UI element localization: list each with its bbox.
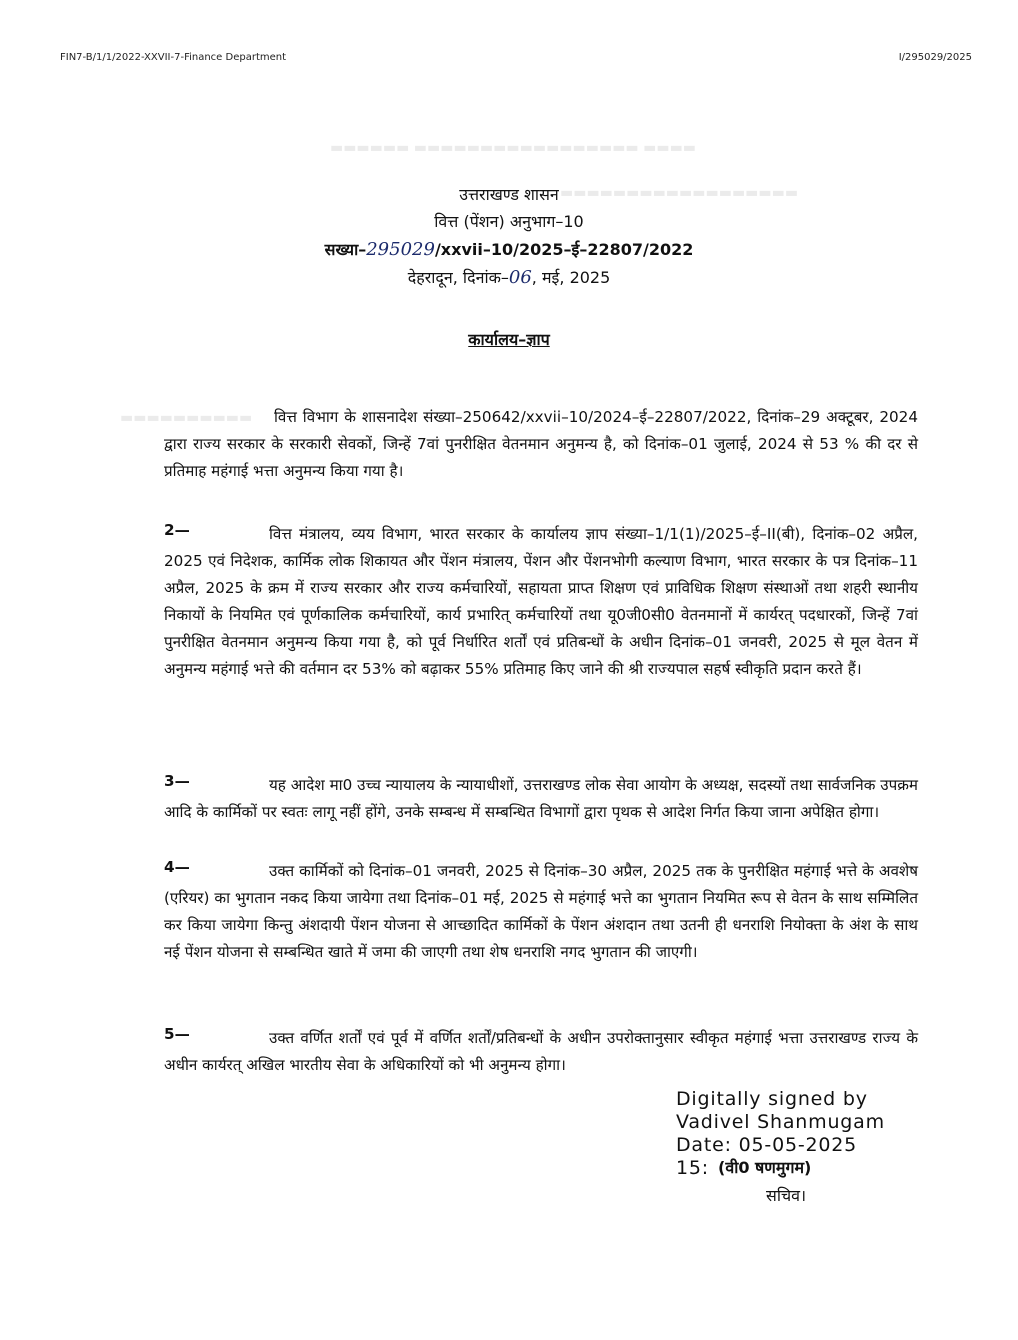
signatory-designation: सचिव। [766, 1186, 807, 1205]
paragraph-2-text: वित्त मंत्रालय, व्यय विभाग, भारत सरकार के कार्यालय ज्ञाप संख्या–1/1(1)/2025–ई–II(बी), दिनांक–02 अप्रैल, 2025 एवं निदेशक, कार्मिक लोक शिकायत और पेंशन मंत्रालय, पेंशन और पेंशनभोगी कल्याण विभाग, भारत सरकार के पत्र दिनांक–11 अप्रैल, 2025 के क्रम में राज्य सरकार और राज्य कर्मचारियों, सहायता प्राप्त शिक्षण एवं प्राविधिक शिक्षण संस्थाओं तथा शहरी स्थानीय निकायों के नियमित एवं पूर्णकालिक कर्मचारियों, कार्य प्रभारित् कर्मचारियों तथा यू0जी0सी0 वेतनमानों में कार्यरत् पदधारकों, जिन्हें 7वां पुनरीक्षित वेतनमान अनुमन्य किया गया है, को पूर्व निर्धारित शर्तों एवं प्रतिबन्धों के अधीन दिनांक–01 जनवरी, 2025 से मूल वेतन में अनुमन्य महंगाई भत्ते की वर्तमान दर 53% को बढ़ाकर 55% प्रतिमाह किए जाने की श्री राज्यपाल सहर्ष स्वीकृति प्रदान करते हैं। [164, 525, 918, 678]
file-reference: FIN7-B/1/1/2022-XXVII-7-Finance Department [60, 52, 287, 63]
bleed-through-text: ▬▬▬▬▬▬▬▬▬▬ [120, 410, 253, 426]
order-number-suffix: /xxvii–10/2025–ई–22807/2022 [434, 240, 694, 259]
signature-line-4: 15: [676, 1157, 709, 1179]
paragraph-number-5: 5— [164, 1025, 190, 1043]
place-date-handwritten: 06 [508, 267, 532, 288]
paragraph-1 [164, 404, 918, 485]
paragraph-number-3: 3— [164, 772, 190, 790]
paragraph-1-text: वित्त विभाग के शासनादेश संख्या–250642/xxvii–10/2024–ई–22807/2022, दिनांक–29 अक्टूबर, 2024 द्वारा राज्य सरकार के सरकारी सेवकों, जिन्हें 7वां पुनरीक्षित वेतनमान अनुमन्य है, को दिनांक–01 जुलाई, 2024 से 53 % की दर से प्रतिमाह महंगाई भत्ता अनुमन्य किया गया है। [164, 408, 918, 480]
paragraph-number-4: 4— [164, 858, 190, 876]
paragraph-4-text: उक्त कार्मिकों को दिनांक–01 जनवरी, 2025 से दिनांक–30 अप्रैल, 2025 तक के पुनरीक्षित महंगाई भत्ते के अवशेष (एरियर) का भुगतान नकद किया जायेगा तथा दिनांक–01 मई, 2025 से महंगाई भत्ते का भुगतान नियमित रूप से वेतन के साथ सम्मिलित कर किया जायेगा किन्तु अंशदायी पेंशन योजना से आच्छादित कार्मिकों के पेंशन अंशदान तथा उतनी ही धनराशि नियोक्ता के अंश के साथ नई पेंशन योजना से सम्बन्धित खाते में जमा की जाएगी तथा शेष धनराशि नगद भुगतान की जाएगी। [164, 862, 918, 961]
order-number [0, 238, 1018, 260]
paragraph-2 [164, 521, 918, 683]
bleed-through-text: ▬▬▬▬▬▬▬▬▬▬▬▬▬▬▬▬▬▬ [560, 185, 799, 201]
bleed-through-text: ▬▬▬▬ ▬▬▬▬▬▬▬▬▬▬▬▬▬▬▬▬▬ ▬▬▬▬▬▬ [330, 140, 697, 156]
place-date-prefix: देहरादून, दिनांक– [407, 268, 509, 287]
order-number-handwritten: 295029 [366, 239, 435, 260]
paragraph-4 [164, 858, 918, 966]
signatory-name: (वी0 षणमुगम) [718, 1158, 812, 1177]
paragraph-3 [164, 772, 918, 826]
subject-heading: कार्यालय–ज्ञाप [468, 330, 550, 349]
signature-line-2: Vadivel Shanmugam [676, 1111, 885, 1133]
place-date-suffix: , मई, 2025 [531, 268, 611, 287]
department-name: वित्त (पेंशन) अनुभाग–10 [434, 212, 584, 231]
paragraph-5 [164, 1025, 918, 1079]
signature-line-3: Date: 05-05-2025 [676, 1134, 858, 1156]
place-date [0, 266, 1018, 288]
paragraph-number-2: 2— [164, 521, 190, 539]
order-number-prefix: सख्या– [324, 240, 367, 259]
signature-line-1: Digitally signed by [676, 1088, 868, 1110]
paragraph-3-text: यह आदेश मा0 उच्च न्यायालय के न्यायाधीशों, उत्तराखण्ड लोक सेवा आयोग के अध्यक्ष, सदस्यों तथा सार्वजनिक उपक्रम आदि के कार्मिकों पर स्वतः लागू नहीं होंगे, उनके सम्बन्ध में सम्बन्धित विभागों द्वारा पृथक से आदेश निर्गत किया जाना अपेक्षित होगा। [164, 776, 918, 821]
paragraph-5-text: उक्त वर्णित शर्तों एवं पूर्व में वर्णित शर्तों/प्रतिबन्धों के अधीन उपरोक्तानुसार स्वीकृत महंगाई भत्ता उत्तराखण्ड राज्य के अधीन कार्यरत् अखिल भारतीय सेवा के अधिकारियों को भी अनुमन्य होगा। [164, 1029, 918, 1074]
document-number: I/295029/2025 [898, 52, 972, 63]
government-name: उत्तराखण्ड शासन [459, 185, 559, 204]
